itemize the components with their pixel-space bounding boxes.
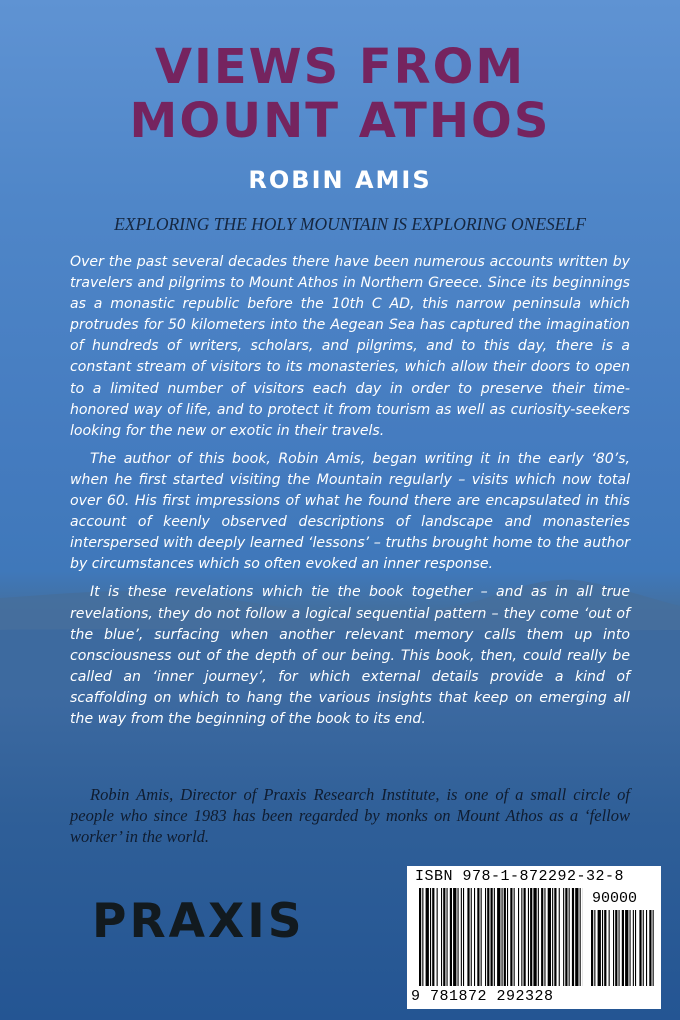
barcode-bar <box>575 888 578 986</box>
barcode-bar <box>487 888 489 986</box>
tagline: EXPLORING THE HOLY MOUNTAIN IS EXPLORING ONESELF <box>114 214 586 234</box>
barcode-bar <box>619 910 620 986</box>
barcode-bar <box>569 888 570 986</box>
title-line-2: MOUNT ATHOS <box>129 93 551 149</box>
barcode-bar <box>447 888 448 986</box>
barcode-bar <box>649 910 651 986</box>
barcode-bar <box>538 888 539 986</box>
barcode-bar <box>419 888 421 986</box>
barcode-bar <box>426 888 429 986</box>
publisher-logo <box>92 888 328 968</box>
barcode-bar <box>615 910 617 986</box>
barcode-bar <box>514 888 515 986</box>
barcode-bar <box>541 888 543 986</box>
author-name: ROBIN AMIS <box>248 166 432 194</box>
barcode-bar <box>502 888 503 986</box>
barcode-bar <box>430 888 431 986</box>
blurb-paragraph: The author of this book, Robin Amis, began writing it in the early ‘80’s, when he first started visiting the Mountain regularly – visits which now total over 60. His first impressions of what he found there are encapsulated in this account of keenly observed descriptions of landscape and monasteries interspersed with deeply learned ‘lessons’ – truths brought home to the author by circumstances which so often evoked an inner response. <box>70 450 630 573</box>
price-code: 90000 <box>592 890 638 907</box>
barcode-bar <box>622 910 624 986</box>
barcode-bar <box>485 888 486 986</box>
barcode-bar <box>477 888 479 986</box>
barcode-bar <box>491 888 493 986</box>
barcode-bar <box>591 910 593 986</box>
barcode-bar <box>467 888 469 986</box>
barcode-bar <box>524 888 526 986</box>
barcode-bar <box>609 910 610 986</box>
barcode-bar <box>572 888 574 986</box>
isbn-digits: 9 781872 292328 <box>411 988 554 1005</box>
book-title <box>0 40 680 148</box>
barcode-bar <box>613 910 614 986</box>
isbn-label: ISBN 978-1-872292-32-8 <box>415 868 625 885</box>
barcode-bar <box>494 888 495 986</box>
barcode-bar <box>552 888 553 986</box>
barcode-bar <box>580 888 581 986</box>
barcode-bar <box>474 888 475 986</box>
barcode-bar <box>643 910 644 986</box>
barcode-bar <box>604 910 606 986</box>
barcode-bar <box>639 910 641 986</box>
barcode-bar <box>481 888 482 986</box>
blurb <box>70 252 630 737</box>
barcode-bar <box>565 888 567 986</box>
barcode-bar <box>453 888 456 986</box>
barcode-bar <box>507 888 508 986</box>
barcode-bar <box>437 888 438 986</box>
barcode-bar <box>441 888 442 986</box>
barcode-bar <box>598 910 601 986</box>
barcode-bar <box>461 888 462 986</box>
blurb-paragraph: It is these revelations which tie the book together – and as in all true revelations, they do not follow a logical sequential pattern – they come ‘out of the blue’, surfacing when another relevant memory calls them up into consciousness out of the depth of our being. This book, then, could really be called an ‘inner journey’, for which external details provide a kind of scaffolding on which to hang the various insights that keep on emerging all the way from the beginning of the book to its end. <box>70 584 630 727</box>
title-line-1: VIEWS FROM <box>154 39 526 95</box>
barcode-bar <box>518 888 519 986</box>
barcode-bar <box>530 888 532 986</box>
barcode-bar <box>521 888 522 986</box>
barcode-bar <box>563 888 564 986</box>
barcode-bar <box>554 888 556 986</box>
barcode-bar <box>544 888 545 986</box>
barcode-bar <box>533 888 536 986</box>
barcode-bar <box>528 888 529 986</box>
publisher-logo-text: PRAXIS <box>92 894 305 949</box>
barcode-bar <box>646 910 647 986</box>
blurb-paragraph: Over the past several decades there have been numerous accounts written by travelers and pilgrims to Mount Athos in Northern Greece. Since its beginnings as a monastic republic before the 10th C AD, this narrow peninsula which protrudes for 50 kilometers into the Aegean Sea has captured the imagination of hundreds of writers, scholars, and pilgrims, and to this day, there is a constant stream of visitors to its monasteries, which allow their doors to open to a limited number of visitors each day in order to preserve their time-honored way of life, and to protect it from tourism as well as curiosity-seekers looking for the new or exotic in their travels. <box>70 254 630 439</box>
barcode-bar <box>422 888 423 986</box>
isbn-barcode <box>407 866 661 1009</box>
barcode-bar <box>510 888 512 986</box>
barcode-bar <box>450 888 452 986</box>
barcode-bar <box>497 888 500 986</box>
barcode-bar <box>458 888 459 986</box>
barcode-bar <box>471 888 472 986</box>
barcode-bar <box>630 910 631 986</box>
barcode-bar <box>594 910 595 986</box>
barcode-bar <box>432 888 434 986</box>
barcode-bar <box>625 910 628 986</box>
barcode-bar <box>653 910 654 986</box>
barcode-bar <box>602 910 603 986</box>
barcode-bar <box>504 888 506 986</box>
barcode-bar <box>463 888 464 986</box>
barcode-bar <box>548 888 551 986</box>
barcode-bar <box>559 888 560 986</box>
barcode-bar <box>633 910 634 986</box>
author-bio: Robin Amis, Director of Praxis Research Institute, is one of a small circle of people who since 1983 has been regarded by monks on Mount Athos as a ‘fellow worker’ in the world. <box>70 785 630 846</box>
barcode-bar <box>443 888 445 986</box>
barcode-bar <box>635 910 636 986</box>
